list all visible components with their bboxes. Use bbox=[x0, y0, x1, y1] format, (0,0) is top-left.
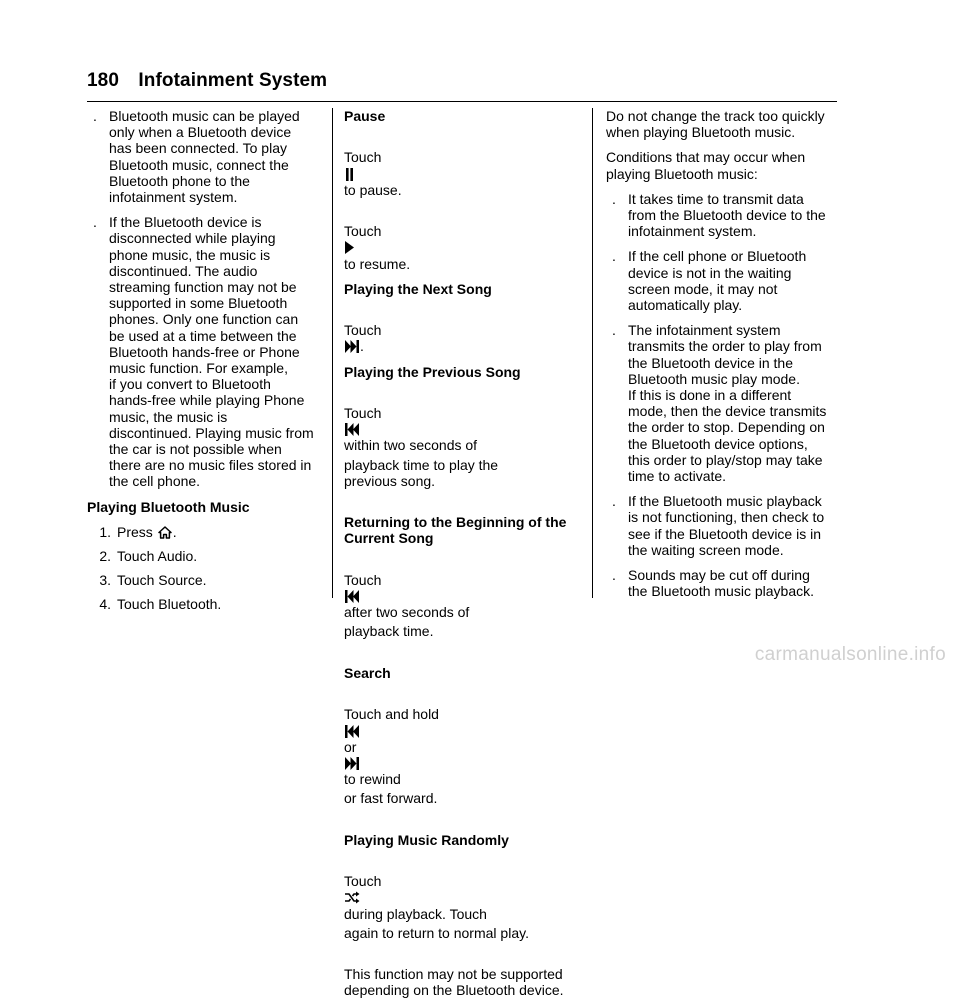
skip-next-icon bbox=[345, 340, 359, 353]
step-number: 2. bbox=[99, 548, 111, 565]
instruction-text: again to return to normal play. bbox=[344, 924, 529, 941]
step-text: Touch Source. bbox=[117, 572, 207, 589]
watermark: carmanualsonline.info bbox=[754, 644, 946, 665]
instruction-text: after two seconds of bbox=[344, 604, 470, 621]
column-1 bbox=[87, 108, 323, 621]
step-text: Touch Audio. bbox=[117, 548, 198, 565]
random-heading: Playing Music Randomly bbox=[344, 831, 509, 848]
play-icon bbox=[345, 241, 354, 254]
header-rule bbox=[87, 101, 837, 102]
column-2 bbox=[344, 108, 580, 1008]
instruction-text: or bbox=[344, 738, 357, 755]
skip-previous-icon bbox=[345, 423, 359, 436]
instruction-text: to resume. bbox=[344, 255, 411, 272]
step-punct: . bbox=[172, 523, 177, 540]
bullet-mark: . bbox=[93, 214, 97, 231]
page-number: 180 bbox=[87, 70, 120, 91]
instruction-text: Touch bbox=[344, 873, 382, 890]
section-title: Infotainment System bbox=[138, 70, 328, 91]
bullet-text: The infotainment system transmits the order to play from the Bluetooth device in the Bluetooth music play mode. If this is done in a different mode, then the device transmits the order to stop. Depending on the Bluetooth device options, this order to play/stop may take time to activate. bbox=[628, 322, 827, 485]
step-item bbox=[87, 524, 323, 540]
list-item bbox=[606, 248, 842, 313]
beginning-heading: Returning to the Beginning of the Current Song bbox=[344, 514, 567, 547]
search-instruction bbox=[344, 690, 580, 823]
instruction-text: Touch bbox=[344, 405, 382, 422]
random-instruction bbox=[344, 857, 580, 957]
section-heading: Playing Bluetooth Music bbox=[87, 498, 250, 515]
list-item bbox=[87, 214, 323, 489]
instruction-text: Touch and hold bbox=[344, 706, 439, 723]
resume-instruction bbox=[344, 207, 580, 272]
home-icon bbox=[158, 526, 172, 539]
instruction-text: Touch bbox=[344, 571, 382, 588]
bullet-text: It takes time to transmit data from the Bluetooth device to the infotainment system. bbox=[628, 190, 826, 240]
beginning-instruction bbox=[344, 556, 580, 656]
search-heading: Search bbox=[344, 664, 391, 681]
skip-previous-icon bbox=[345, 590, 359, 603]
bullet-mark: . bbox=[612, 493, 616, 510]
skip-next-icon bbox=[345, 757, 359, 770]
instruction-text: within two seconds of bbox=[344, 437, 478, 454]
intro-text: Conditions that may occur when playing Bluetooth music: bbox=[606, 149, 806, 182]
shuffle-icon bbox=[345, 891, 360, 904]
bullet-text: If the cell phone or Bluetooth device is not in the waiting screen mode, it may not automatically play. bbox=[628, 248, 807, 314]
list-item bbox=[606, 191, 842, 240]
previous-song-instruction bbox=[344, 389, 580, 505]
pause-instruction bbox=[344, 133, 580, 198]
pause-icon bbox=[345, 168, 354, 181]
instruction-text: Touch bbox=[344, 223, 382, 240]
step-item bbox=[87, 548, 323, 564]
bullet-mark: . bbox=[612, 190, 616, 207]
bullet-mark: . bbox=[612, 248, 616, 265]
intro-text: Do not change the track too quickly when playing Bluetooth music. bbox=[606, 108, 825, 141]
bullet-text: If the Bluetooth device is disconnected while playing phone music, the music is discontinued. The audio streaming function may not be supported in some Bluetooth phones. Only one function can be used at a time between the Bluetooth hands-free or Phone music function. For example, if you convert to Bluetooth hands-free while playing Phone music, the music is discontinued. Playing music from the car is not possible when there are no music files stored in the cell phone. bbox=[109, 214, 314, 490]
instruction-text: or fast forward. bbox=[344, 790, 438, 807]
bullet-mark: . bbox=[612, 322, 616, 339]
instruction-text: Touch bbox=[344, 149, 382, 166]
next-song-instruction bbox=[344, 306, 580, 355]
bullet-text: Bluetooth music can be played only when a Bluetooth device has been connected. To play Bluetooth music, connect the Bluetooth phone to the infotainment system. bbox=[109, 108, 300, 206]
column-divider bbox=[332, 108, 333, 598]
column-divider bbox=[592, 108, 593, 598]
bullet-mark: . bbox=[612, 567, 616, 584]
step-number: 1. bbox=[99, 523, 111, 540]
step-item bbox=[87, 572, 323, 588]
skip-previous-icon bbox=[345, 725, 359, 738]
list-item bbox=[606, 567, 842, 599]
page-header bbox=[87, 70, 327, 92]
step-item bbox=[87, 596, 323, 612]
bullet-text: If the Bluetooth music playback is not functioning, then check to see if the Bluetooth device is in the waiting screen mode. bbox=[628, 493, 825, 558]
step-number: 4. bbox=[99, 596, 111, 613]
instruction-text: to pause. bbox=[344, 181, 402, 198]
list-item bbox=[606, 322, 842, 484]
instruction-text: to rewind bbox=[344, 771, 401, 788]
pause-heading: Pause bbox=[344, 108, 386, 124]
instruction-text: during playback. Touch bbox=[344, 905, 487, 922]
instruction-text: . bbox=[360, 338, 364, 355]
list-item bbox=[87, 108, 323, 205]
instruction-text: playback time. bbox=[344, 623, 434, 640]
instruction-text: Touch bbox=[344, 322, 382, 339]
previous-song-heading: Playing the Previous Song bbox=[344, 363, 521, 380]
step-number: 3. bbox=[99, 572, 111, 589]
note-text: This function may not be supported depending on the Bluetooth device. bbox=[344, 966, 564, 999]
step-text: Touch Bluetooth. bbox=[117, 596, 222, 613]
next-song-heading: Playing the Next Song bbox=[344, 280, 492, 297]
step-text: Press bbox=[117, 523, 153, 540]
bullet-text: Sounds may be cut off during the Bluetooth music playback. bbox=[628, 567, 814, 600]
instruction-text: playback time to play the previous song. bbox=[344, 456, 499, 489]
list-item bbox=[606, 493, 842, 558]
bullet-mark: . bbox=[93, 108, 97, 124]
column-3 bbox=[606, 108, 842, 608]
